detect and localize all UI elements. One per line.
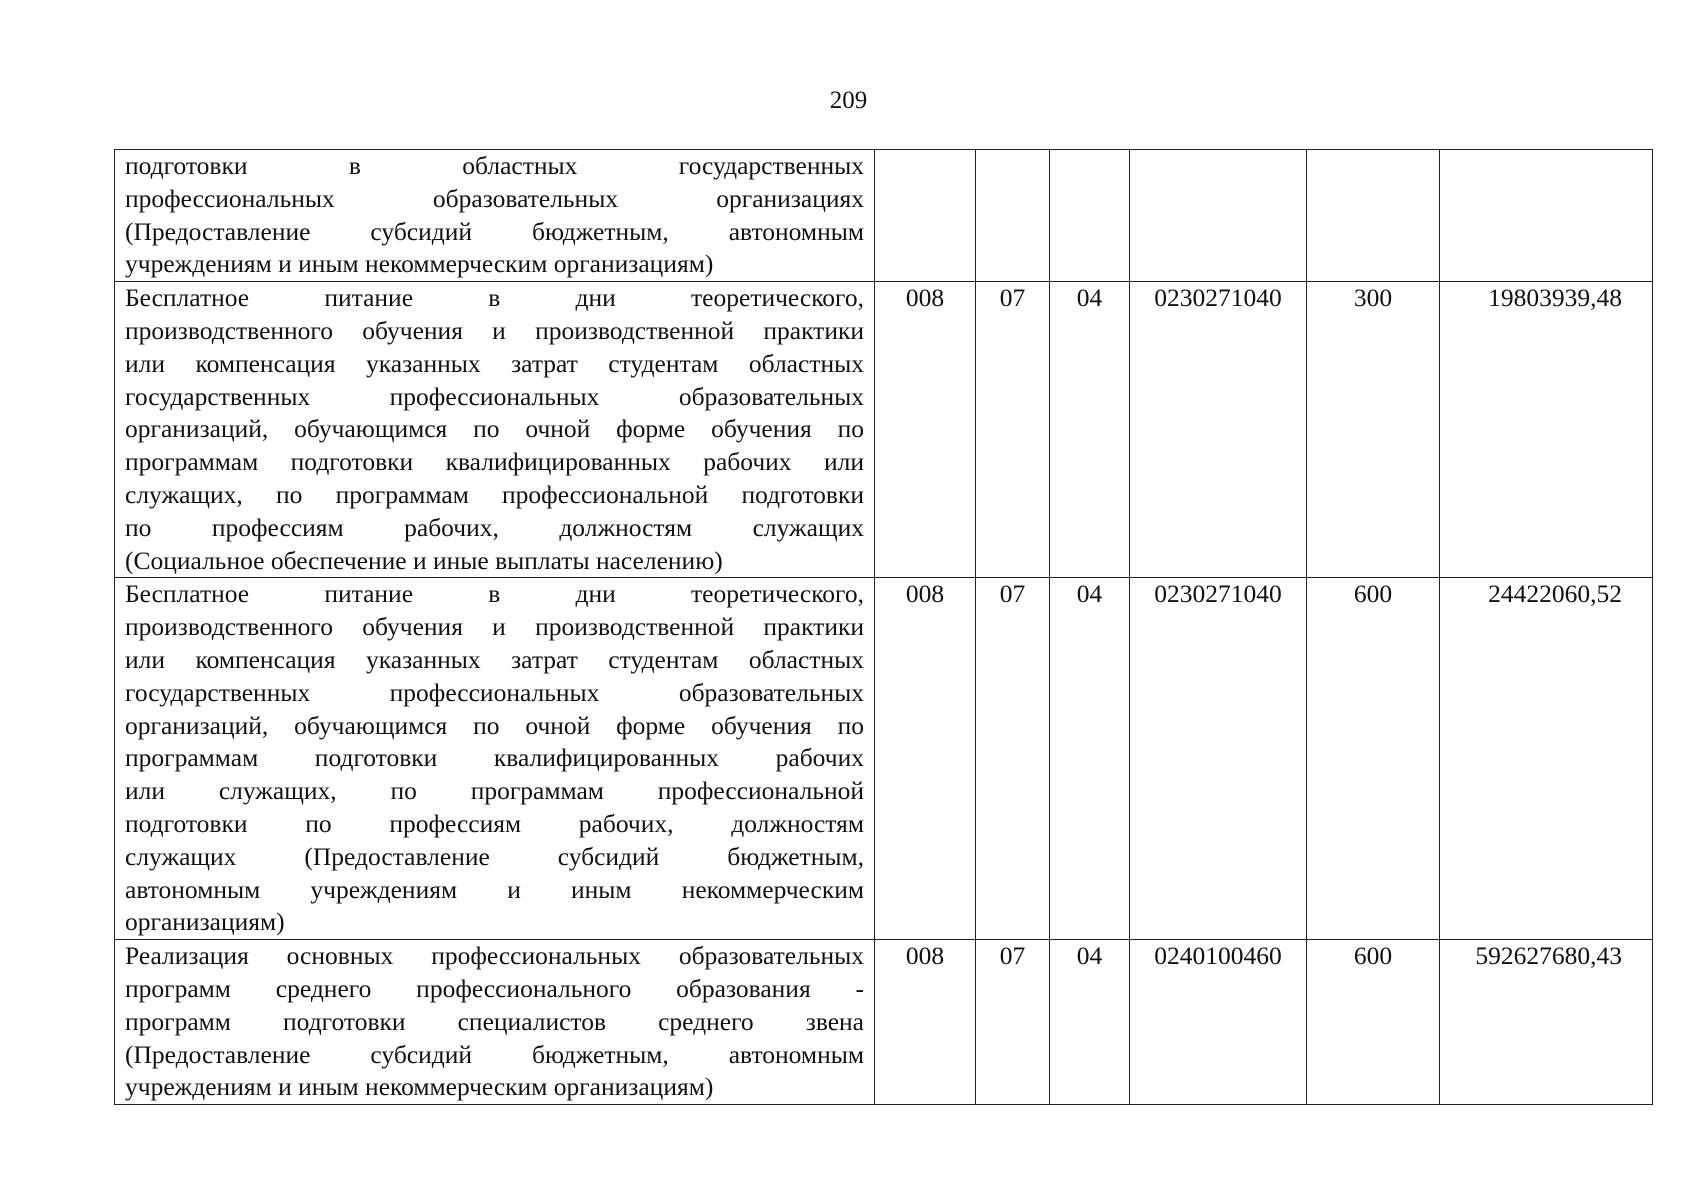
amount: 19803939,48: [1440, 282, 1653, 578]
description-line: (Социальное обеспечение и иные выплаты населению): [125, 545, 723, 575]
subsection-code: 04: [1050, 282, 1130, 578]
expense-type-code: 600: [1307, 578, 1440, 940]
amount: 592627680,43: [1440, 940, 1653, 1105]
description-line: программ подготовки специалистов среднего звена: [125, 1006, 864, 1036]
description-line: Бесплатное питание в дни теоретического,: [125, 579, 864, 609]
description-line: организаций, обучающимся по очной форме обучения по: [125, 414, 864, 444]
description-line: или компенсация указанных затрат студентам областных: [125, 348, 864, 378]
description-line: программам подготовки квалифицированных рабочих: [125, 743, 864, 773]
description-line: подготовки в областных государственных: [125, 151, 864, 180]
subsection-code: 04: [1050, 940, 1130, 1105]
expense-type-code: [1307, 150, 1440, 282]
subsection-code: [1050, 150, 1130, 282]
grbs-code: 008: [875, 282, 976, 578]
description-line: служащих (Предоставление субсидий бюджетным,: [125, 841, 864, 871]
section-code: 07: [976, 578, 1050, 940]
target-item-code: 0230271040: [1130, 578, 1307, 940]
description-line: служащих, по программам профессиональной подготовки: [125, 479, 864, 509]
row-description: [115, 282, 875, 578]
table-row: [115, 940, 1653, 1105]
amount: 24422060,52: [1440, 578, 1653, 940]
description-line: организаций, обучающимся по очной форме обучения по: [125, 710, 864, 740]
description-line: государственных профессиональных образовательных: [125, 381, 864, 411]
row-description: [115, 150, 875, 282]
description-line: учреждениям и иным некоммерческим организациям): [125, 249, 714, 279]
row-description: [115, 578, 875, 940]
description-line: производственного обучения и производственной практики: [125, 612, 864, 642]
target-item-code: [1130, 150, 1307, 282]
table-row: [115, 150, 1653, 282]
subsection-code: 04: [1050, 578, 1130, 940]
description-line: автономным учреждениям и иным некоммерческим: [125, 874, 864, 904]
target-item-code: 0240100460: [1130, 940, 1307, 1105]
section-code: [976, 150, 1050, 282]
description-line: программам подготовки квалифицированных рабочих или: [125, 447, 864, 477]
description-line: по профессиям рабочих, должностям служащих: [125, 512, 864, 542]
section-code: 07: [976, 940, 1050, 1105]
description-line: (Предоставление субсидий бюджетным, автономным: [125, 1039, 864, 1069]
description-line: государственных профессиональных образовательных: [125, 677, 864, 707]
description-line: профессиональных образовательных организациях: [125, 183, 864, 213]
grbs-code: 008: [875, 578, 976, 940]
description-line: организациям): [125, 907, 285, 937]
description-line: или служащих, по программам профессиональной: [125, 776, 864, 806]
grbs-code: [875, 150, 976, 282]
page-number: 209: [829, 87, 868, 114]
description-line: производственного обучения и производственной практики: [125, 315, 864, 345]
table-row: [115, 282, 1653, 578]
description-line: программ среднего профессионального образования -: [125, 973, 864, 1003]
description-line: или компенсация указанных затрат студентам областных: [125, 644, 864, 674]
section-code: 07: [976, 282, 1050, 578]
amount: [1440, 150, 1653, 282]
description-line: подготовки по профессиям рабочих, должностям: [125, 808, 864, 838]
description-line: Реализация основных профессиональных образовательных: [125, 941, 864, 971]
target-item-code: 0230271040: [1130, 282, 1307, 578]
expense-type-code: 600: [1307, 940, 1440, 1105]
description-line: Бесплатное питание в дни теоретического,: [125, 283, 864, 313]
row-description: [115, 940, 875, 1105]
budget-table: [114, 149, 1653, 1105]
description-line: учреждениям и иным некоммерческим организациям): [125, 1072, 714, 1102]
table-row: [115, 578, 1653, 940]
grbs-code: 008: [875, 940, 976, 1105]
expense-type-code: 300: [1307, 282, 1440, 578]
description-line: (Предоставление субсидий бюджетным, автономным: [125, 216, 864, 246]
